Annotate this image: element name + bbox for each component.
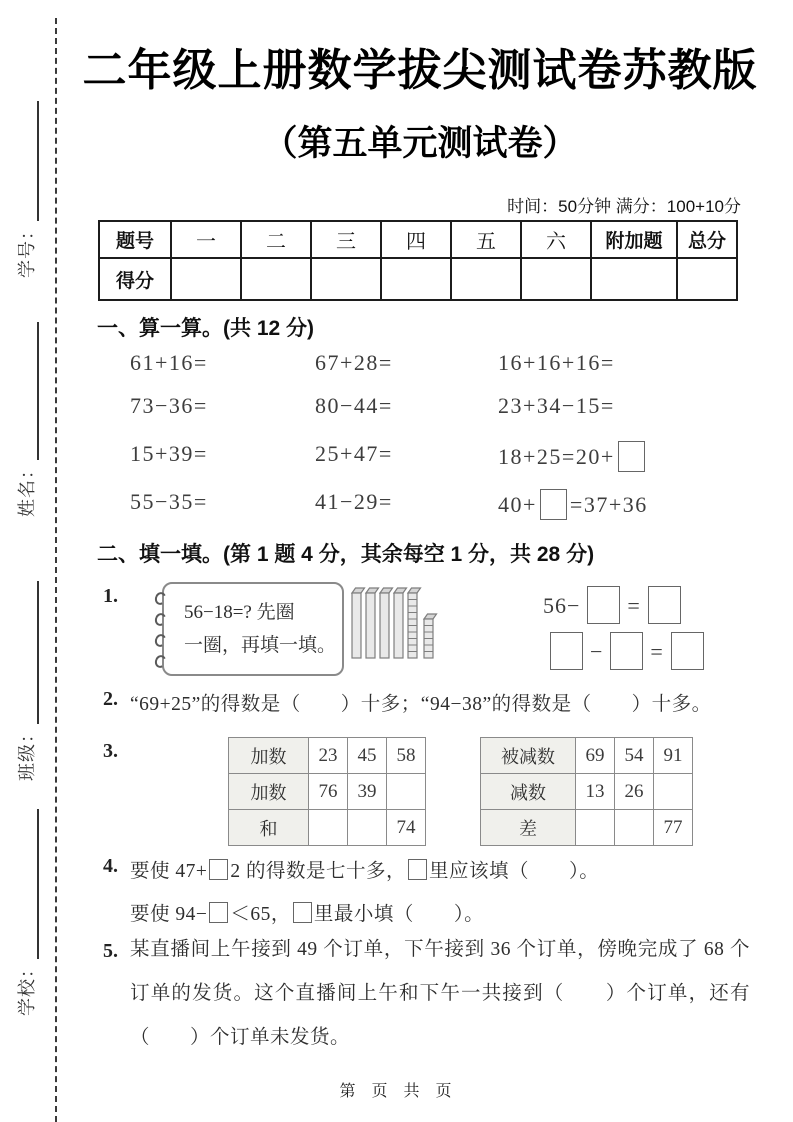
calc-expression: 41−29= <box>315 489 393 514</box>
page-footer: 第 页 共 页 <box>339 1083 454 1100</box>
q4-line1: 要使 47+ 2 的得数是七十多， 里应该填（ ）。 <box>130 861 600 882</box>
q3-cell: 76 <box>309 774 348 810</box>
question-number: 3. <box>103 740 118 762</box>
q3-cell: 54 <box>615 738 654 774</box>
answer-box[interactable] <box>540 489 567 520</box>
q3-cell: 26 <box>615 774 654 810</box>
spiral-ring-icon <box>153 612 167 628</box>
q3-answer-cell[interactable] <box>348 810 387 846</box>
q3-cell: 加数 <box>229 774 309 810</box>
score-col-header-6: 六 <box>521 221 591 258</box>
answer-box[interactable] <box>648 586 681 624</box>
q1-card-line1: 56−18=? 先圈 <box>184 602 295 623</box>
school-blank[interactable] <box>19 809 39 959</box>
page-title: 二年级上册数学拔尖测试卷苏教版 <box>82 46 758 95</box>
q5-text: 某直播间上午接到 49 个订单，下午接到 36 个订单，傍晚完成了 68 个订单的发货。这个直播间上午和下午一共接到（ ）个订单，还有（ ）个订单未发货。 <box>130 939 750 1048</box>
section1-heading: 一、算一算。(共 12 分) <box>97 317 315 340</box>
question-number: 2. <box>103 688 118 710</box>
spiral-ring-icon <box>153 591 167 607</box>
q3-answer-cell[interactable] <box>387 774 426 810</box>
q3-answer-cell[interactable] <box>576 810 615 846</box>
q3-cell: 加数 <box>229 738 309 774</box>
q3-cell: 被减数 <box>481 738 576 774</box>
q3-answer-cell[interactable] <box>654 774 693 810</box>
q1-equation-2[interactable]: − = <box>543 632 711 670</box>
student-number-label: 学号： <box>17 221 37 278</box>
name-label: 姓名： <box>17 460 37 517</box>
answer-box[interactable] <box>550 632 583 670</box>
calc-expression: 80−44= <box>315 393 393 418</box>
score-col-header-total: 总分 <box>677 221 737 258</box>
q1-instruction-card <box>162 582 344 676</box>
calc-expression: 61+16= <box>130 350 208 375</box>
q3-cell: 减数 <box>481 774 576 810</box>
score-col-header-5: 五 <box>451 221 521 258</box>
answer-box[interactable] <box>408 859 427 880</box>
q3-subtraction-table <box>480 737 693 846</box>
score-cell[interactable] <box>521 258 591 300</box>
score-cell[interactable] <box>311 258 381 300</box>
name-blank[interactable] <box>19 322 39 460</box>
score-col-header-1: 一 <box>171 221 241 258</box>
base-ten-blocks-image <box>350 584 466 664</box>
answer-box[interactable] <box>610 632 643 670</box>
answer-box[interactable] <box>293 902 312 923</box>
score-cell[interactable] <box>171 258 241 300</box>
calc-expression: 73−36= <box>130 393 208 418</box>
answer-box[interactable] <box>209 902 228 923</box>
binding-dashed-line <box>55 18 57 1122</box>
class-label: 班级： <box>17 724 37 781</box>
calc-expression: 25+47= <box>315 441 393 466</box>
calc-expression: 16+16+16= <box>498 350 615 375</box>
q3-answer-cell[interactable] <box>309 810 348 846</box>
answer-box[interactable] <box>587 586 620 624</box>
q1-card-line2: 一圈，再填一填。 <box>184 635 337 656</box>
page-subtitle: （第五单元测试卷） <box>262 124 578 163</box>
exam-meta: 时间：50分钟 满分：100+10分 <box>507 197 741 216</box>
score-cell[interactable] <box>677 258 737 300</box>
class-blank[interactable] <box>19 581 39 724</box>
q3-cell: 23 <box>309 738 348 774</box>
answer-box[interactable] <box>671 632 704 670</box>
q3-answer-cell[interactable] <box>615 810 654 846</box>
score-cell[interactable] <box>451 258 521 300</box>
q3-cell: 45 <box>348 738 387 774</box>
score-col-header-4: 四 <box>381 221 451 258</box>
score-col-header-3: 三 <box>311 221 381 258</box>
section2-heading: 二、填一填。(第 1 题 4 分，其余每空 1 分，共 28 分) <box>97 543 595 566</box>
q3-cell: 13 <box>576 774 615 810</box>
spiral-ring-icon <box>153 654 167 670</box>
question-number: 5. <box>103 940 118 962</box>
score-cell[interactable] <box>241 258 311 300</box>
student-number-blank[interactable] <box>19 101 39 221</box>
calc-expression: 67+28= <box>315 350 393 375</box>
score-table-corner: 题号 <box>99 221 171 258</box>
q3-cell: 58 <box>387 738 426 774</box>
q3-addition-table <box>228 737 426 846</box>
q3-cell: 69 <box>576 738 615 774</box>
spiral-ring-icon <box>153 633 167 649</box>
q3-cell: 77 <box>654 810 693 846</box>
q3-cell: 和 <box>229 810 309 846</box>
calc-expression: 40+ =37+36 <box>498 489 648 520</box>
question-number: 1. <box>103 585 118 607</box>
binding-sidebar <box>8 88 44 1016</box>
q3-cell: 差 <box>481 810 576 846</box>
q3-cell: 39 <box>348 774 387 810</box>
calc-expression: 23+34−15= <box>498 393 615 418</box>
q1-equation-1[interactable]: 56− = <box>543 586 688 624</box>
score-col-header-2: 二 <box>241 221 311 258</box>
answer-box[interactable] <box>618 441 645 472</box>
q3-cell: 91 <box>654 738 693 774</box>
calc-expression: 18+25=20+ <box>498 441 648 472</box>
q4-line2: 要使 94− ＜65， 里最小填（ ）。 <box>130 904 485 925</box>
score-table <box>98 220 738 301</box>
calc-expression: 55−35= <box>130 489 208 514</box>
q2-text: “69+25”的得数是（ ）十多；“94−38”的得数是（ ）十多。 <box>130 694 712 715</box>
answer-box[interactable] <box>209 859 228 880</box>
score-row-label: 得分 <box>99 258 171 300</box>
score-col-header-bonus: 附加题 <box>591 221 677 258</box>
calc-expression: 15+39= <box>130 441 208 466</box>
q3-cell: 74 <box>387 810 426 846</box>
school-label: 学校： <box>17 959 37 1016</box>
score-cell[interactable] <box>381 258 451 300</box>
score-cell[interactable] <box>591 258 677 300</box>
question-number: 4. <box>103 855 118 877</box>
